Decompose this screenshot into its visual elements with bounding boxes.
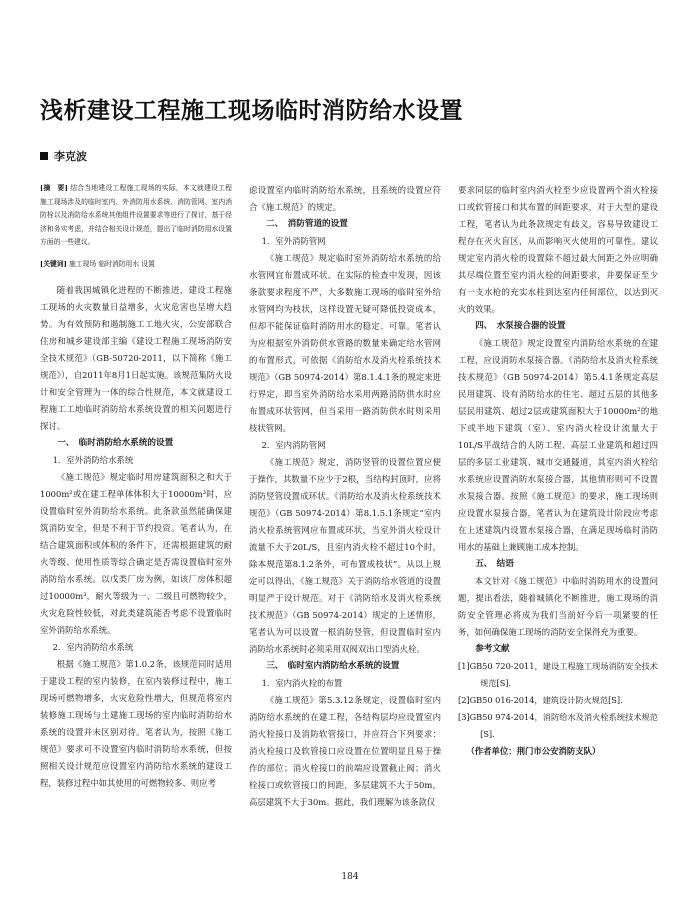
reference-item: [2]GB50 016-2014，建筑设计防火规范[S]. — [458, 695, 623, 705]
article-title: 浅析建设工程施工现场临时消防给水设置 — [40, 98, 463, 124]
reference-item: [1]GB50 720-2011，建设工程施工现场消防安全技术规范[S]. — [458, 661, 658, 688]
subsection-heading: 2．室内消防管网 — [261, 440, 326, 450]
paragraph: 《施工规范》第5.3.12条规定，设置临时室内消防给水系统的在建工程，各结构层均应设置室内消火栓接口及消防软管接口，并应符合下列要求：消火栓接口及软管接口应设置在位置明显且易于操作的部位；消火栓接口的前端应设置截止阀；消火栓接口或软管接口的间距，多层建筑不大于50m，高层建筑不大于30m。据此，我们理解为该条款仅 — [249, 695, 441, 807]
section-heading: 二、 消防管道的设置 — [266, 219, 348, 229]
page-number: 184 — [341, 872, 359, 882]
subsection-heading: 1．室外消防管网 — [261, 236, 326, 246]
author-line — [40, 148, 87, 164]
column-1 — [40, 182, 232, 792]
keywords-label: [关键词] — [40, 259, 67, 268]
abstract — [40, 182, 232, 250]
section-heading: 四、 水泵接合器的设置 — [475, 321, 566, 331]
paragraph: 《施工规范》规定临时室外消防给水系统的给水管网宜布置成环状。在实际的检查中发现，因该条款要求程度不严，大多数施工现场的临时室外给水管网均为枝状，这样设置无疑可降低投资成本，但却不能保证临时消防用水的稳定、可靠。笔者认为应根据室外消防供水管路的数量来确定给水管网的布置形式，可依据《消防给水及消火栓系统技术规范》（GB 50974-2014）第8.1.4.1条的规定来进行界定，即当室外消防给水采用两路消防供水时应布置成环状管网，但当采用一路消防供水时则采用枝状管网。 — [249, 253, 441, 433]
column-2 — [249, 182, 441, 811]
subsection-heading: 1．室内消火栓的布置 — [261, 678, 343, 688]
paragraph-continued: 要求同层的临时室内消火栓至少应设置两个消火栓接口或软管接口和其布置的间距要求，对于大型的建设工程，笔者认为此条款规定有歧义，容易导致建设工程存在灭火盲区，从而影响灭火使用的可靠性。建议规定室内消火栓的设置除不超过最大间距之外应明确其尽端位置至室内消火栓的间距要求，并要保证至少有一支水枪的充实水柱到达室内任何部位，以达到灭火的效果。 — [458, 185, 658, 314]
keywords — [40, 258, 232, 272]
column-3-body — [458, 182, 658, 760]
section-heading: 五、 结语 — [475, 559, 514, 569]
square-bullet-icon — [40, 152, 48, 160]
author-name: 李克波 — [54, 150, 87, 163]
paragraph: 《施工规范》规定设置室内消防给水系统的在建工程，应设消防水泵接合器。《消防给水及消火栓系统技术规范》（GB 50974-2014）第5.4.1条规定高层民用建筑、设有消防给水的住宅、超过五层的其他多层民用建筑、超过2层或建筑面积大于10000m²的地下或半地下建筑（室）、室内消火栓设计流量大于10L/S平战结合的人防工程、高层工业建筑和超过四层的多层工业建筑、城市交通隧道，其室内消火栓给水系统应设置消防水泵接合器，其他情形则可不设置水泵接合器。按照《施工规范》的要求，施工现场则应设置水泵接合器，笔者认为在建筑设计阶段应考虑在上述建筑内设置水泵接合器，在满足现场临时消防用水的基础上兼顾施工成本控制。 — [458, 338, 658, 552]
column-3 — [458, 182, 658, 760]
section-heading: 三、 临时室内消防给水系统的设置 — [266, 661, 400, 671]
paragraph: 本文针对《施工规范》中临时消防用水的设置问题，提出看法，随着城镇化不断推进，施工现场的消防安全管理必将成为我们当前好今后一项紧要的任务，如何确保施工现场的消防安全保得充为重要。 — [458, 576, 658, 637]
author-unit: （作者单位：荆门市公安消防支队） — [466, 746, 601, 756]
reference-item: [3]GB50 974-2014，消防给水及消火栓系统技术规范[S]. — [458, 712, 658, 739]
abstract-text: 结合当地建设工程施工现场的实际，本文就建设工程施工现场涉及的临时室内、外消防用水系统、消防管网、室内消防栓以及消防给水系统其他组件设置要求等进行了探讨，基于经济和务实考虑，并结合相关设计规范，提出了临时消防用水设置方面的一些建议。 — [40, 184, 232, 247]
column-1-body — [40, 282, 232, 792]
paragraph: 《施工规范》规定，消防竖管的设置位置应便于操作，其数量不应少于2根，当结构封顶时，应将消防竖管设置成环状。《消防给水及消火栓系统技术规范》（GB 50974-2014）第8.1.5.1条规定“室内消火栓系统管网应布置成环状，当室外消火栓设计流量不大于20L/S，且室内消火栓不超过10个时，除本规范第8.1.2条外，可布置成枝状”。从以上规定可以得出，《施工规范》关于消防给水管道的设置明显严于设计规范。对于《消防给水及消火栓系统技术规范》（GB 50974-2014）规定的上述情形，笔者认为可以设置一根消防竖管，但设置临时室内消防给水系统时必须采用双阀双出口型消火栓。 — [249, 457, 441, 654]
references-heading: 参考文献 — [475, 644, 510, 654]
section-heading: 一、 临时消防给水系统的设置 — [57, 437, 174, 448]
paragraph: 《施工规范》规定临时用房建筑面积之和大于1000m²或在建工程单体体积大于10000m³时，应设置临时室外消防给水系统。此条款虽然能确保建筑消防安全，但是不利于节约投资。笔者认为，在结合建筑面积或体积的条件下，还需根据建筑的耐火等级、使用性质等综合确定是否需设置临时室外消防给水系统。以戊类厂房为例，如该厂房体积超过10000m³，耐火等级为一、二级且可燃物较少，火灾危险性较低，对此类建筑能否考虑不设置临时室外消防给水系统。 — [40, 471, 232, 635]
keywords-text: 施工现场 临时消防用水 设置 — [69, 259, 155, 268]
paragraph: 根据《施工规范》第1.0.2条，该规范同时适用于建设工程的室内装修，在室内装修过程中，施工现场可燃物增多，火灾危险性增大，但规范将室内装修施工现场与土建施工现场的室内临时消防给水系统的设置并未区别对待。笔者认为，按照《施工规范》要求可不设置室内临时消防给水系统，但按照相关设计规范应设置室内消防给水系统的建设工程，装修过程中如其使用的可燃物较多、则应考 — [40, 658, 232, 788]
paragraph-continued: 虑设置室内临时消防给水系统，且系统的设置应符合《施工规范》的规定。 — [249, 185, 441, 212]
subsection-heading: 2．室内消防给水系统 — [52, 641, 134, 652]
subsection-heading: 1．室外消防给水系统 — [52, 454, 134, 465]
column-2-body — [249, 182, 441, 811]
paragraph: 随着我国城镇化进程的不断推进，建设工程施工现场的火灾数量日益增多，火灾危害也呈增大趋势。为有效预防和遏制施工工地火灾，公安部联合住房和城乡建设部主编《建设工程施工现场消防安全技术规范》（GB-50720-2011，以下简称《施工规范》），自2011年8月1日起实施。该规范集防火设计和安全管理为一体的综合性规范，本文就建设工程施工工地临时消防给水系统设置的相关问题进行探讨。 — [40, 284, 232, 431]
abstract-label: [摘 要] — [40, 184, 68, 192]
